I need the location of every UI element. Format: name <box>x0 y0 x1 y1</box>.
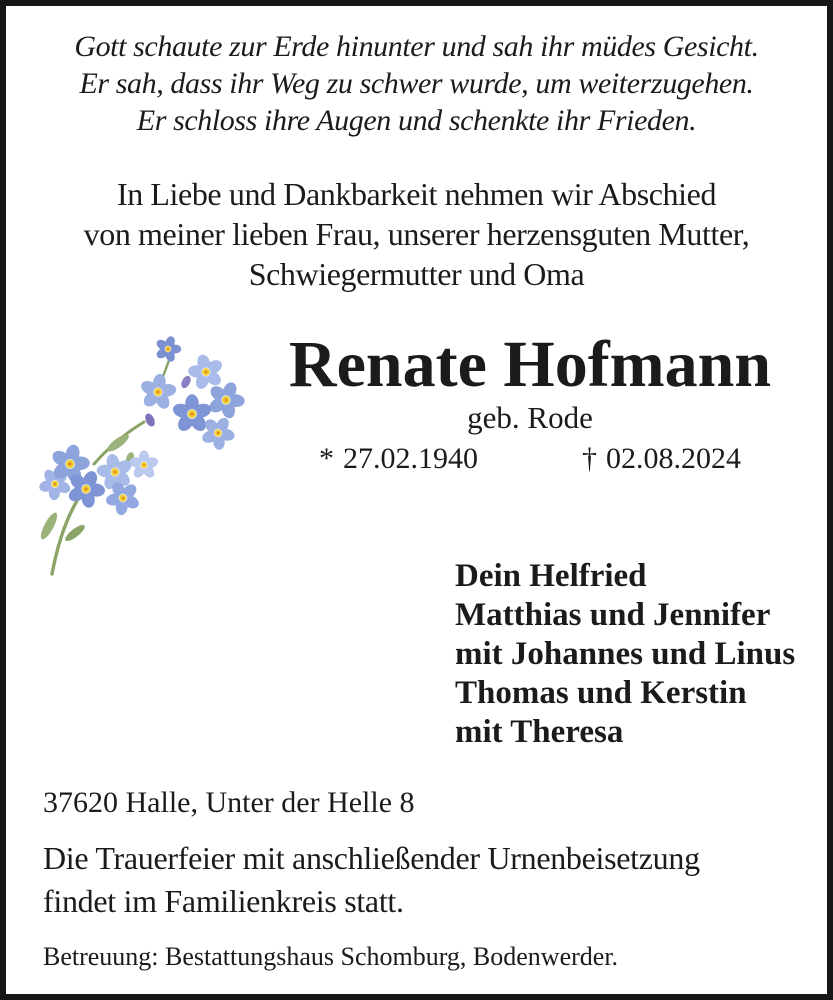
birth-star-symbol: * <box>319 442 334 475</box>
intro-line: In Liebe und Dankbarkeit nehmen wir Abschied <box>116 176 717 212</box>
death-date-group <box>582 440 741 478</box>
life-dates <box>240 440 820 478</box>
poem-line: Gott schaute zur Erde hinunter und sah ihr müdes Gesicht. <box>74 30 759 63</box>
mourner-line: Dein Helfried <box>455 558 647 594</box>
farewell-text <box>6 174 827 294</box>
address-line: 37620 Halle, Unter der Helle 8 <box>43 786 415 819</box>
birth-date-group <box>319 440 478 478</box>
funeral-home-note: Betreuung: Bestattungshaus Schomburg, Bodenwerder. <box>43 942 619 971</box>
maiden-name: geb. Rode <box>467 400 593 435</box>
deceased-block <box>240 330 820 478</box>
deceased-name: Renate Hofmann <box>288 328 772 401</box>
birth-date: 27.02.1940 <box>343 442 478 475</box>
funeral-info-line: findet im Familienkreis statt. <box>43 883 404 919</box>
death-date: 02.08.2024 <box>606 442 741 475</box>
mourners-list <box>455 557 795 752</box>
funeral-info <box>43 837 700 923</box>
mourner-line: mit Theresa <box>455 714 624 750</box>
mourner-line: Thomas und Kerstin <box>455 675 747 711</box>
poem-line: Er sah, dass ihr Weg zu schwer wurde, um weiterzugehen. <box>79 67 754 100</box>
death-cross-symbol: † <box>582 442 597 475</box>
flower-cluster-lower <box>31 440 159 522</box>
mourner-line: mit Johannes und Linus <box>455 636 796 672</box>
poem-line: Er schloss ihre Augen und schenkte ihr Frieden. <box>136 104 697 137</box>
flower-cluster-upper <box>136 336 250 457</box>
mourner-line: Matthias und Jennifer <box>455 597 771 633</box>
memorial-poem <box>6 28 827 139</box>
intro-line: Schwiegermutter und Oma <box>248 256 585 292</box>
forget-me-not-illustration <box>22 336 250 578</box>
funeral-info-line: Die Trauerfeier mit anschließender Urnenbeisetzung <box>43 840 700 876</box>
intro-line: von meiner lieben Frau, unserer herzensguten Mutter, <box>83 216 750 252</box>
